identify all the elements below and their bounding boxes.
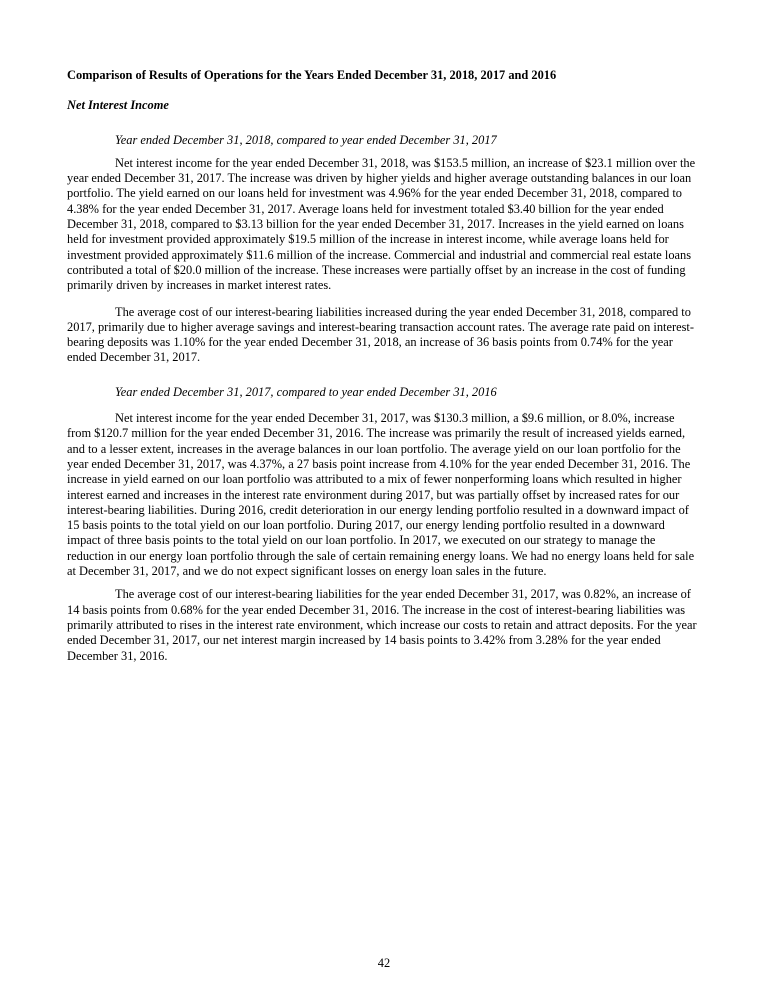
section-title-2017-vs-2016: Year ended December 31, 2017, compared to year ended December 31, 2016 — [115, 384, 497, 399]
paragraph-2018-net-interest-income: Net interest income for the year ended December 31, 2018, was $153.5 million, an increase of $23.1 million over the year ended December 31, 2017. The increase was driven by higher yields and higher average outstanding balances in our loan portfolio. The yield earned on our loans held for investment was 4.96% for the year ended December 31, 2018, compared to 4.38% for the year ended December 31, 2017. Average loans held for investment totaled $3.40 billion for the year ended December 31, 2018, compared to $3.13 billion for the year ended December 31, 2017. Increases in the yield earned on loans held for investment provided approximately $19.5 million of the increase in interest income, while average loans held for investment provided approximately $11.6 million of the increase. Commercial and industrial and commercial real estate loans contributed a total of $20.0 million of the increase. These increases were partially offset by an increase in the cost of funding primarily driven by increases in market interest rates. — [67, 155, 696, 293]
section-title-2018-vs-2017: Year ended December 31, 2018, compared to year ended December 31, 2017 — [115, 132, 497, 147]
net-interest-income-heading: Net Interest Income — [67, 98, 169, 113]
paragraph-2018-average-cost-liabilities: The average cost of our interest-bearing liabilities increased during the year ended December 31, 2018, compared to 2017, primarily due to higher average savings and interest-bearing transaction account rates. The average rate paid on interest-bearing deposits was 1.10% for the year ended December 31, 2018, an increase of 36 basis points from 0.74% for the year ended December 31, 2017. — [67, 304, 694, 365]
paragraph-2017-average-cost-liabilities: The average cost of our interest-bearing liabilities for the year ended December 31, 2017, was 0.82%, an increase of 14 basis points from 0.68% for the year ended December 31, 2016. The increase in the cost of interest-bearing liabilities was primarily attributed to rises in the interest rate environment, which increase our costs to retain and attract deposits. For the year ended December 31, 2017, our net interest margin increased by 14 basis points to 3.42% from 3.28% for the year ended December 31, 2016. — [67, 587, 697, 663]
results-comparison-heading: Comparison of Results of Operations for the Years Ended December 31, 2018, 2017 and 2016 — [67, 68, 557, 82]
page-number: 42 — [377, 955, 391, 970]
paragraph-2017-net-interest-income: Net interest income for the year ended December 31, 2017, was $130.3 million, a $9.6 million, or 8.0%, increase from $120.7 million for the year ended December 31, 2016. The increase was primarily the result of increased yields earned, and to a lesser extent, increases in the average balances in our loan portfolio. The average yield on our loan portfolio for the year ended December 31, 2017, was 4.37%, a 27 basis point increase from 4.10% for the year ended December 31, 2016. The increase in yield earned on our loan portfolio was attributed to a mix of fewer nonperforming loans which resulted in higher interest earned and increases in the interest rate environment during 2017, but was partially offset by increased rates for our interest-bearing liabilities. During 2016, credit deterioration in our energy lending portfolio resulted in a downward impact of 15 basis points to the total yield on our loan portfolio. During 2017, our energy lending portfolio resulted in a downward impact of three basis points to the total yield on our loan portfolio. In 2017, we executed on our strategy to manage the reduction in our energy loan portfolio through the sale of certain remaining energy loans. We had no energy loans held for sale at December 31, 2017, and we do not expect significant losses on energy loan sales in the future. — [67, 411, 695, 579]
